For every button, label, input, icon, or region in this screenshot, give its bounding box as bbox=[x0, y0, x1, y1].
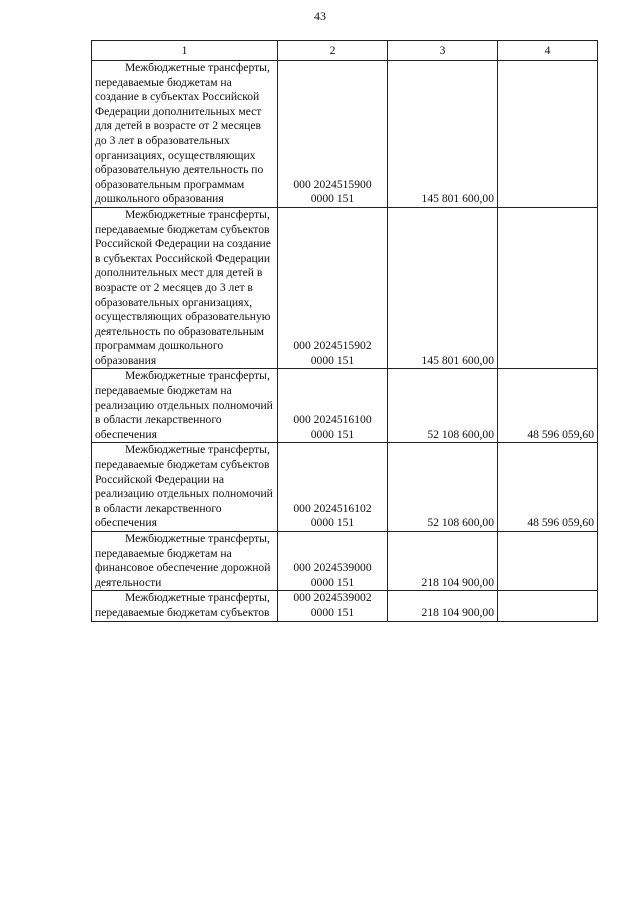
column-header-2: 2 bbox=[278, 41, 388, 61]
row-code-line1: 000 2024516100 bbox=[293, 413, 372, 427]
row-name-text: Межбюджетные трансферты, передаваемые бюджетам на финансовое обеспечение дорожной деятельности bbox=[95, 532, 271, 589]
table-body bbox=[92, 61, 598, 622]
budget-table bbox=[91, 40, 598, 622]
row-name-text: Межбюджетные трансферты, передаваемые бюджетам субъектов Российской Федерации на реализацию отдельных полномочий в области лекарственного обеспечения bbox=[95, 443, 273, 530]
table-row bbox=[92, 61, 598, 208]
row-code-line1: 000 2024516102 bbox=[293, 501, 372, 515]
row-code-line1: 000 2024515900 bbox=[293, 177, 372, 191]
row-amount-executed: 48 596 059,60 bbox=[498, 443, 598, 532]
row-name bbox=[92, 369, 278, 443]
row-name bbox=[92, 443, 278, 532]
row-code-line2: 0000 151 bbox=[310, 353, 355, 367]
row-code bbox=[278, 443, 388, 532]
row-name bbox=[92, 207, 278, 369]
row-name bbox=[92, 591, 278, 621]
row-code-line1: 000 2024515902 bbox=[293, 339, 372, 353]
row-code-line2: 0000 151 bbox=[310, 575, 355, 589]
row-amount-executed bbox=[498, 591, 598, 621]
table-row bbox=[92, 369, 598, 443]
row-amount: 52 108 600,00 bbox=[388, 369, 498, 443]
row-name-text: Межбюджетные трансферты, передаваемые бюджетам на реализацию отдельных полномочий в области лекарственного обеспечения bbox=[95, 369, 273, 441]
row-amount-executed bbox=[498, 532, 598, 591]
row-code-line2: 0000 151 bbox=[310, 516, 355, 530]
row-code-line2: 0000 151 bbox=[310, 427, 355, 441]
row-amount-executed bbox=[498, 207, 598, 369]
row-code-line2: 0000 151 bbox=[310, 605, 355, 619]
row-name-text: Межбюджетные трансферты, передаваемые бюджетам на создание в субъектах Российской Федерации дополнительных мест для детей в возрасте от 2 месяцев до 3 лет в образовательных организациях, осуществляющих образовательную деятельность по образовательным программам дошкольного образования bbox=[95, 61, 270, 206]
row-name bbox=[92, 532, 278, 591]
row-amount: 218 104 900,00 bbox=[388, 591, 498, 621]
row-name-text: Межбюджетные трансферты, передаваемые бюджетам субъектов bbox=[95, 591, 270, 619]
row-code-line1: 000 2024539002 bbox=[293, 591, 372, 605]
row-code-line2: 0000 151 bbox=[310, 192, 355, 206]
table-row bbox=[92, 207, 598, 369]
column-header-1: 1 bbox=[92, 41, 278, 61]
row-amount-executed bbox=[498, 61, 598, 208]
row-code bbox=[278, 369, 388, 443]
row-code bbox=[278, 207, 388, 369]
row-amount-executed: 48 596 059,60 bbox=[498, 369, 598, 443]
table-row bbox=[92, 443, 598, 532]
row-code bbox=[278, 532, 388, 591]
row-code bbox=[278, 591, 388, 621]
row-amount: 145 801 600,00 bbox=[388, 61, 498, 208]
column-header-4: 4 bbox=[498, 41, 598, 61]
header-row bbox=[92, 41, 598, 61]
row-code bbox=[278, 61, 388, 208]
row-amount: 218 104 900,00 bbox=[388, 532, 498, 591]
row-code-line1: 000 2024539000 bbox=[293, 561, 372, 575]
row-amount: 145 801 600,00 bbox=[388, 207, 498, 369]
page-number: 43 bbox=[314, 9, 326, 23]
row-name-text: Межбюджетные трансферты, передаваемые бюджетам субъектов Российской Федерации на создание в субъектах Российской Федерации дополнительных мест для детей в возрасте от 2 месяцев до 3 лет в образовательных организациях, осуществляющих образовательную деятельность по образовательным программам дошкольного образования bbox=[95, 207, 271, 367]
row-name bbox=[92, 61, 278, 208]
table-row bbox=[92, 591, 598, 621]
row-amount: 52 108 600,00 bbox=[388, 443, 498, 532]
table-header bbox=[92, 41, 598, 61]
table-row bbox=[92, 532, 598, 591]
column-header-3: 3 bbox=[388, 41, 498, 61]
